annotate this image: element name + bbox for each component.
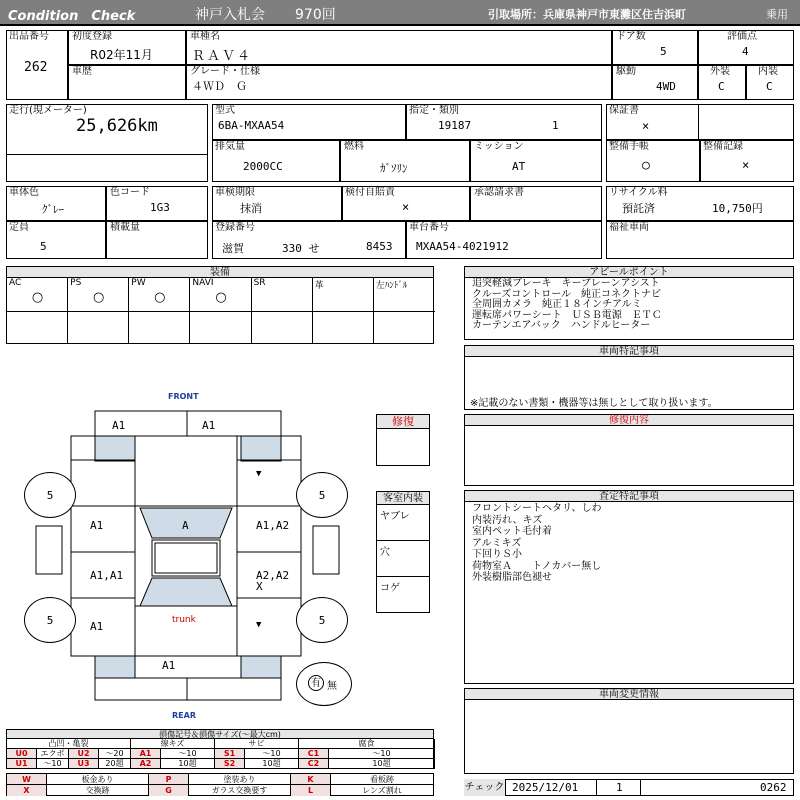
front-bumper-left xyxy=(95,411,187,436)
legend-table-2 xyxy=(6,773,434,796)
legend-title: 損傷記号＆損傷サイズ(〜最大cm) xyxy=(6,729,434,739)
mission-label: ミッション xyxy=(474,141,524,152)
roof-inner xyxy=(155,543,217,573)
legend-desc: 10超 xyxy=(245,759,299,769)
mark-hood: A xyxy=(182,519,189,532)
mark-left-front-door: A1 xyxy=(90,519,104,532)
color-code-value: 1G3 xyxy=(150,201,170,214)
mark-left-rear-qtr: A1 xyxy=(90,620,104,633)
legend-desc: 〜10 xyxy=(329,749,435,759)
legend-desc: 20超 xyxy=(99,759,131,769)
repair-content-box xyxy=(464,426,794,486)
legend-code: L xyxy=(291,785,331,796)
right-rear-qtr xyxy=(237,598,301,656)
legend-group: 線キズ xyxy=(131,739,215,749)
displacement-label: 排気量 xyxy=(215,141,245,152)
load-label: 積載量 xyxy=(110,222,140,233)
designation-label: 指定・類別 xyxy=(409,105,459,116)
front-right-fender xyxy=(241,436,281,461)
liability-value: × xyxy=(402,200,410,214)
color-label: 車体色 xyxy=(9,187,39,198)
equipment-col xyxy=(374,278,435,312)
equipment-table xyxy=(6,278,434,344)
rear-label: REAR xyxy=(172,711,196,720)
front-label: FRONT xyxy=(168,392,199,401)
legend-desc: エクボ xyxy=(37,749,69,759)
interior-row: 穴 xyxy=(377,541,429,577)
plate-label: 登録番号 xyxy=(215,222,255,233)
equipment-name: AC xyxy=(9,278,22,288)
mark-front-right: A1 xyxy=(202,419,216,432)
rear-window xyxy=(140,578,232,606)
equipment-col xyxy=(7,278,68,312)
appeal-line: 全周囲カメラ 純正１８インチアルミ xyxy=(472,299,642,310)
left-front-panel xyxy=(71,460,135,506)
equipment-mark: ○ xyxy=(93,290,105,305)
inspector-notes-title: 査定特記事項 xyxy=(464,490,794,502)
header-session: 970回 xyxy=(295,7,336,23)
legend-group: サビ xyxy=(215,739,299,749)
int-value: C xyxy=(766,80,773,93)
equipment-name: 左ﾊﾝﾄﾞﾙ xyxy=(375,281,408,291)
tire-rear-right: 5 xyxy=(296,597,348,643)
legend-desc: 10超 xyxy=(329,759,435,769)
legend-desc: 看板跡 xyxy=(331,774,433,785)
interior-title: 客室内装 xyxy=(377,492,429,505)
lot-number: 262 xyxy=(24,60,48,75)
fuel-label: 燃料 xyxy=(344,141,364,152)
spare-tire-circle xyxy=(296,662,352,706)
trunk-label: trunk xyxy=(172,615,196,625)
equipment-col xyxy=(313,278,374,312)
model-label: 型式 xyxy=(215,105,235,116)
mark-right-rear-door: A2,A2 xyxy=(256,569,290,582)
mark-front-left: A1 xyxy=(112,419,126,432)
maint-value: × xyxy=(742,158,750,172)
plate-area: 滋賀 xyxy=(222,242,244,255)
legend-code: C1 xyxy=(299,749,329,759)
right-mirror-box xyxy=(313,526,339,574)
equipment-name: 革 xyxy=(314,281,324,291)
equipment-col xyxy=(252,278,313,312)
capacity-value: 5 xyxy=(40,240,47,253)
equipment-name: PS xyxy=(70,278,82,288)
header-pickup: 引取場所：兵庫県神戸市東灘区住吉浜町 xyxy=(488,8,686,21)
mileage-label: 走行(現メーター) xyxy=(9,105,87,116)
legend-desc: 10超 xyxy=(161,759,215,769)
legend-code: A1 xyxy=(131,749,161,759)
rear-left-fender xyxy=(95,656,135,678)
legend-group: 凸凹・亀裂 xyxy=(7,739,131,749)
left-mirror-box xyxy=(36,526,62,574)
legend-table xyxy=(6,739,434,769)
tire-front-right: 5 xyxy=(296,472,348,518)
equipment-col xyxy=(190,278,251,312)
recycle-fee: 10,750円 xyxy=(712,202,763,215)
mark-right-front-door: A1,A2 xyxy=(256,519,290,532)
doors-value: 5 xyxy=(660,45,667,58)
mileage-value: 25,626km xyxy=(76,116,158,136)
legend-desc: 塗装あり xyxy=(189,774,291,785)
appeal-lines xyxy=(472,279,662,332)
check-code: 0262 xyxy=(760,781,787,794)
appeal-title: アピールポイント xyxy=(464,266,794,278)
right-front-panel xyxy=(237,460,301,506)
equipment-name: SR xyxy=(253,278,266,288)
rating-value: 4 xyxy=(742,45,749,58)
inspector-note-line: 室内ペット毛付着 xyxy=(472,526,552,537)
lot-label: 出品番号 xyxy=(9,31,49,42)
ext-label: 外装 xyxy=(710,66,730,77)
legend-code: G xyxy=(149,785,189,796)
check-date: 2025/12/01 xyxy=(512,781,579,794)
displacement-value: 2000CC xyxy=(243,160,283,173)
appeal-line: カーテンエアバック ハンドルヒーター xyxy=(472,320,651,331)
inspector-note-line: 内装汚れ、キズ xyxy=(472,514,543,526)
inspector-note-line: アルミキズ xyxy=(472,537,522,549)
equipment-mark: ○ xyxy=(31,290,44,305)
inspector-note-line: 荷物室Ａ トノカバー無し xyxy=(472,560,602,572)
plate-number: 8453 xyxy=(366,240,393,253)
change-title: 車両変更情報 xyxy=(464,688,794,700)
equipment-extra-cell xyxy=(313,312,374,343)
inspector-note-line: 下回りＳ小 xyxy=(472,549,522,560)
inspector-notes-lines xyxy=(472,503,602,584)
equipment-extra-cell xyxy=(190,312,251,343)
fuel-value: ｶﾞｿﾘﾝ xyxy=(380,162,408,175)
manual-value: ○ xyxy=(642,158,650,173)
equipment-extra-cell xyxy=(374,312,435,343)
check-divider-2 xyxy=(640,779,641,796)
legend-desc: 〜10 xyxy=(161,749,215,759)
ext-value: C xyxy=(718,80,725,93)
tire-rear-left: 5 xyxy=(24,597,76,643)
manual-label: 整備手帳 xyxy=(609,141,649,152)
recycle-status: 預託済 xyxy=(622,202,655,215)
legend-code: X xyxy=(7,785,47,796)
drive-label: 駆動 xyxy=(616,66,636,77)
repair-tag: 修復 xyxy=(377,415,429,429)
legend-desc: ガラス交換要す xyxy=(189,785,291,796)
grade-value: ４ＷＤ Ｇ xyxy=(192,80,247,93)
check-num: 1 xyxy=(616,781,623,794)
mark-right-rear-door-x: X xyxy=(256,580,263,593)
legend-desc: レンズ割れ xyxy=(362,786,402,795)
equipment-name: NAVI xyxy=(192,278,214,288)
special-title: 車両特記事項 xyxy=(464,345,794,357)
inspector-note-line: 外装樹脂部色褪せ xyxy=(472,572,552,583)
interior-row: コゲ xyxy=(380,583,400,594)
check-divider-1 xyxy=(596,779,597,796)
equipment-mark: ○ xyxy=(154,290,166,305)
legend-code: S2 xyxy=(215,759,245,769)
tire-front-left: 5 xyxy=(24,472,76,518)
vin-value: MXAA54-4021912 xyxy=(416,240,509,253)
car-name-value: ＲＡＶ４ xyxy=(192,49,253,64)
car-name-label: 車種名 xyxy=(190,31,220,42)
change-box xyxy=(464,700,794,774)
spare-none-label: 無 xyxy=(327,681,337,692)
legend-desc: 板金あり xyxy=(47,774,149,785)
equipment-extra-cell xyxy=(68,312,129,343)
equipment-col xyxy=(129,278,190,312)
color-value: ｸﾞﾚｰ xyxy=(42,203,64,216)
legend-desc: 〜20 xyxy=(99,749,131,759)
vin-label: 車台番号 xyxy=(409,222,449,233)
mission-value: AT xyxy=(512,160,526,173)
legend-desc: 交換跡 xyxy=(47,785,149,796)
first-reg-value: R02年11月 xyxy=(90,48,153,62)
warranty-label: 保証書 xyxy=(609,105,639,116)
warranty-value: × xyxy=(642,119,650,133)
welfare-label: 福祉車両 xyxy=(609,222,649,233)
legend-code: K xyxy=(291,774,331,785)
equipment-name: PW xyxy=(131,278,146,288)
special-note: ※記載のない書類・機器等は無しとして取り扱います。 xyxy=(470,398,718,409)
designation-value: 19187 xyxy=(438,119,472,132)
mark-left-rear-door: A1,A1 xyxy=(90,569,124,582)
mark-right-front-fender: ▼ xyxy=(256,469,262,479)
liability-label: 検付自賠責 xyxy=(345,187,395,198)
roof xyxy=(152,540,220,576)
legend-group: 腐食 xyxy=(299,739,435,749)
header-title: Condition Check xyxy=(8,9,136,24)
inspector-note-line: フロントシートヘタリ、しわ xyxy=(472,503,602,514)
mileage-divider xyxy=(6,154,208,155)
legend-code: W xyxy=(7,774,47,785)
spare-present-mark: 有 xyxy=(308,675,324,691)
repair-content-title: 修復内容 xyxy=(464,414,794,426)
maint-label: 整備記録 xyxy=(703,141,743,152)
appeal-line: 運転席パワーシート ＵＳＢ電源 ＥＴＣ xyxy=(472,309,662,321)
inspection-value: 抹消 xyxy=(240,202,262,215)
equipment-extra-cell xyxy=(129,312,190,343)
plate-class: 330 せ xyxy=(282,242,320,255)
recycle-label: リサイクル料 xyxy=(609,187,668,198)
mark-rear: A1 xyxy=(162,659,176,672)
rear-bumper-low xyxy=(95,678,281,700)
legend-code: U2 xyxy=(69,749,99,759)
legend-code: U1 xyxy=(7,759,37,769)
legend-code: U3 xyxy=(69,759,99,769)
class-value: 1 xyxy=(552,119,559,132)
history-label: 車歴 xyxy=(72,66,92,77)
legend-code: P xyxy=(149,774,189,785)
legend-desc: 〜10 xyxy=(37,759,69,769)
legend-code: A2 xyxy=(131,759,161,769)
diagram-outline xyxy=(36,411,339,700)
legend-code: U0 xyxy=(7,749,37,759)
front-left-fender xyxy=(95,436,135,461)
mark-right-rear-qtr: ▼ xyxy=(256,620,262,630)
doors-label: ドア数 xyxy=(616,31,646,42)
approval-label: 承認請求書 xyxy=(474,187,524,198)
capacity-label: 定員 xyxy=(9,222,29,233)
equipment-mark: ○ xyxy=(215,290,227,305)
drive-value: 4WD xyxy=(656,80,676,93)
first-reg-label: 初度登録 xyxy=(72,31,112,42)
rear-right-fender xyxy=(241,656,281,678)
appeal-line: クルーズコントロール 純正コネクトナビ xyxy=(472,288,661,300)
grade-label: グレード・仕様 xyxy=(190,66,260,77)
equipment-extra-cell xyxy=(252,312,313,343)
legend-code: S1 xyxy=(215,749,245,759)
model-value: 6BA-MXAA54 xyxy=(218,119,285,132)
color-code-label: 色コード xyxy=(110,187,150,198)
legend-code: C2 xyxy=(299,759,329,769)
header-venue: 神戸入札会 xyxy=(195,7,265,23)
equipment-title: 装備 xyxy=(6,266,434,278)
header-category: 乗用 xyxy=(766,8,788,21)
int-label: 内装 xyxy=(758,66,778,77)
check-label: チェック xyxy=(464,779,506,796)
warranty-divider xyxy=(698,104,699,140)
inspection-label: 車検期限 xyxy=(215,187,255,198)
equipment-extra-cell xyxy=(7,312,68,343)
rating-label: 評価点 xyxy=(727,31,757,42)
appeal-line: 追突軽減ブレーキ キープレーンアシスト xyxy=(472,278,660,289)
interior-row: ヤブレ xyxy=(377,505,429,541)
equipment-col xyxy=(68,278,129,312)
legend-desc: 〜10 xyxy=(245,749,299,759)
